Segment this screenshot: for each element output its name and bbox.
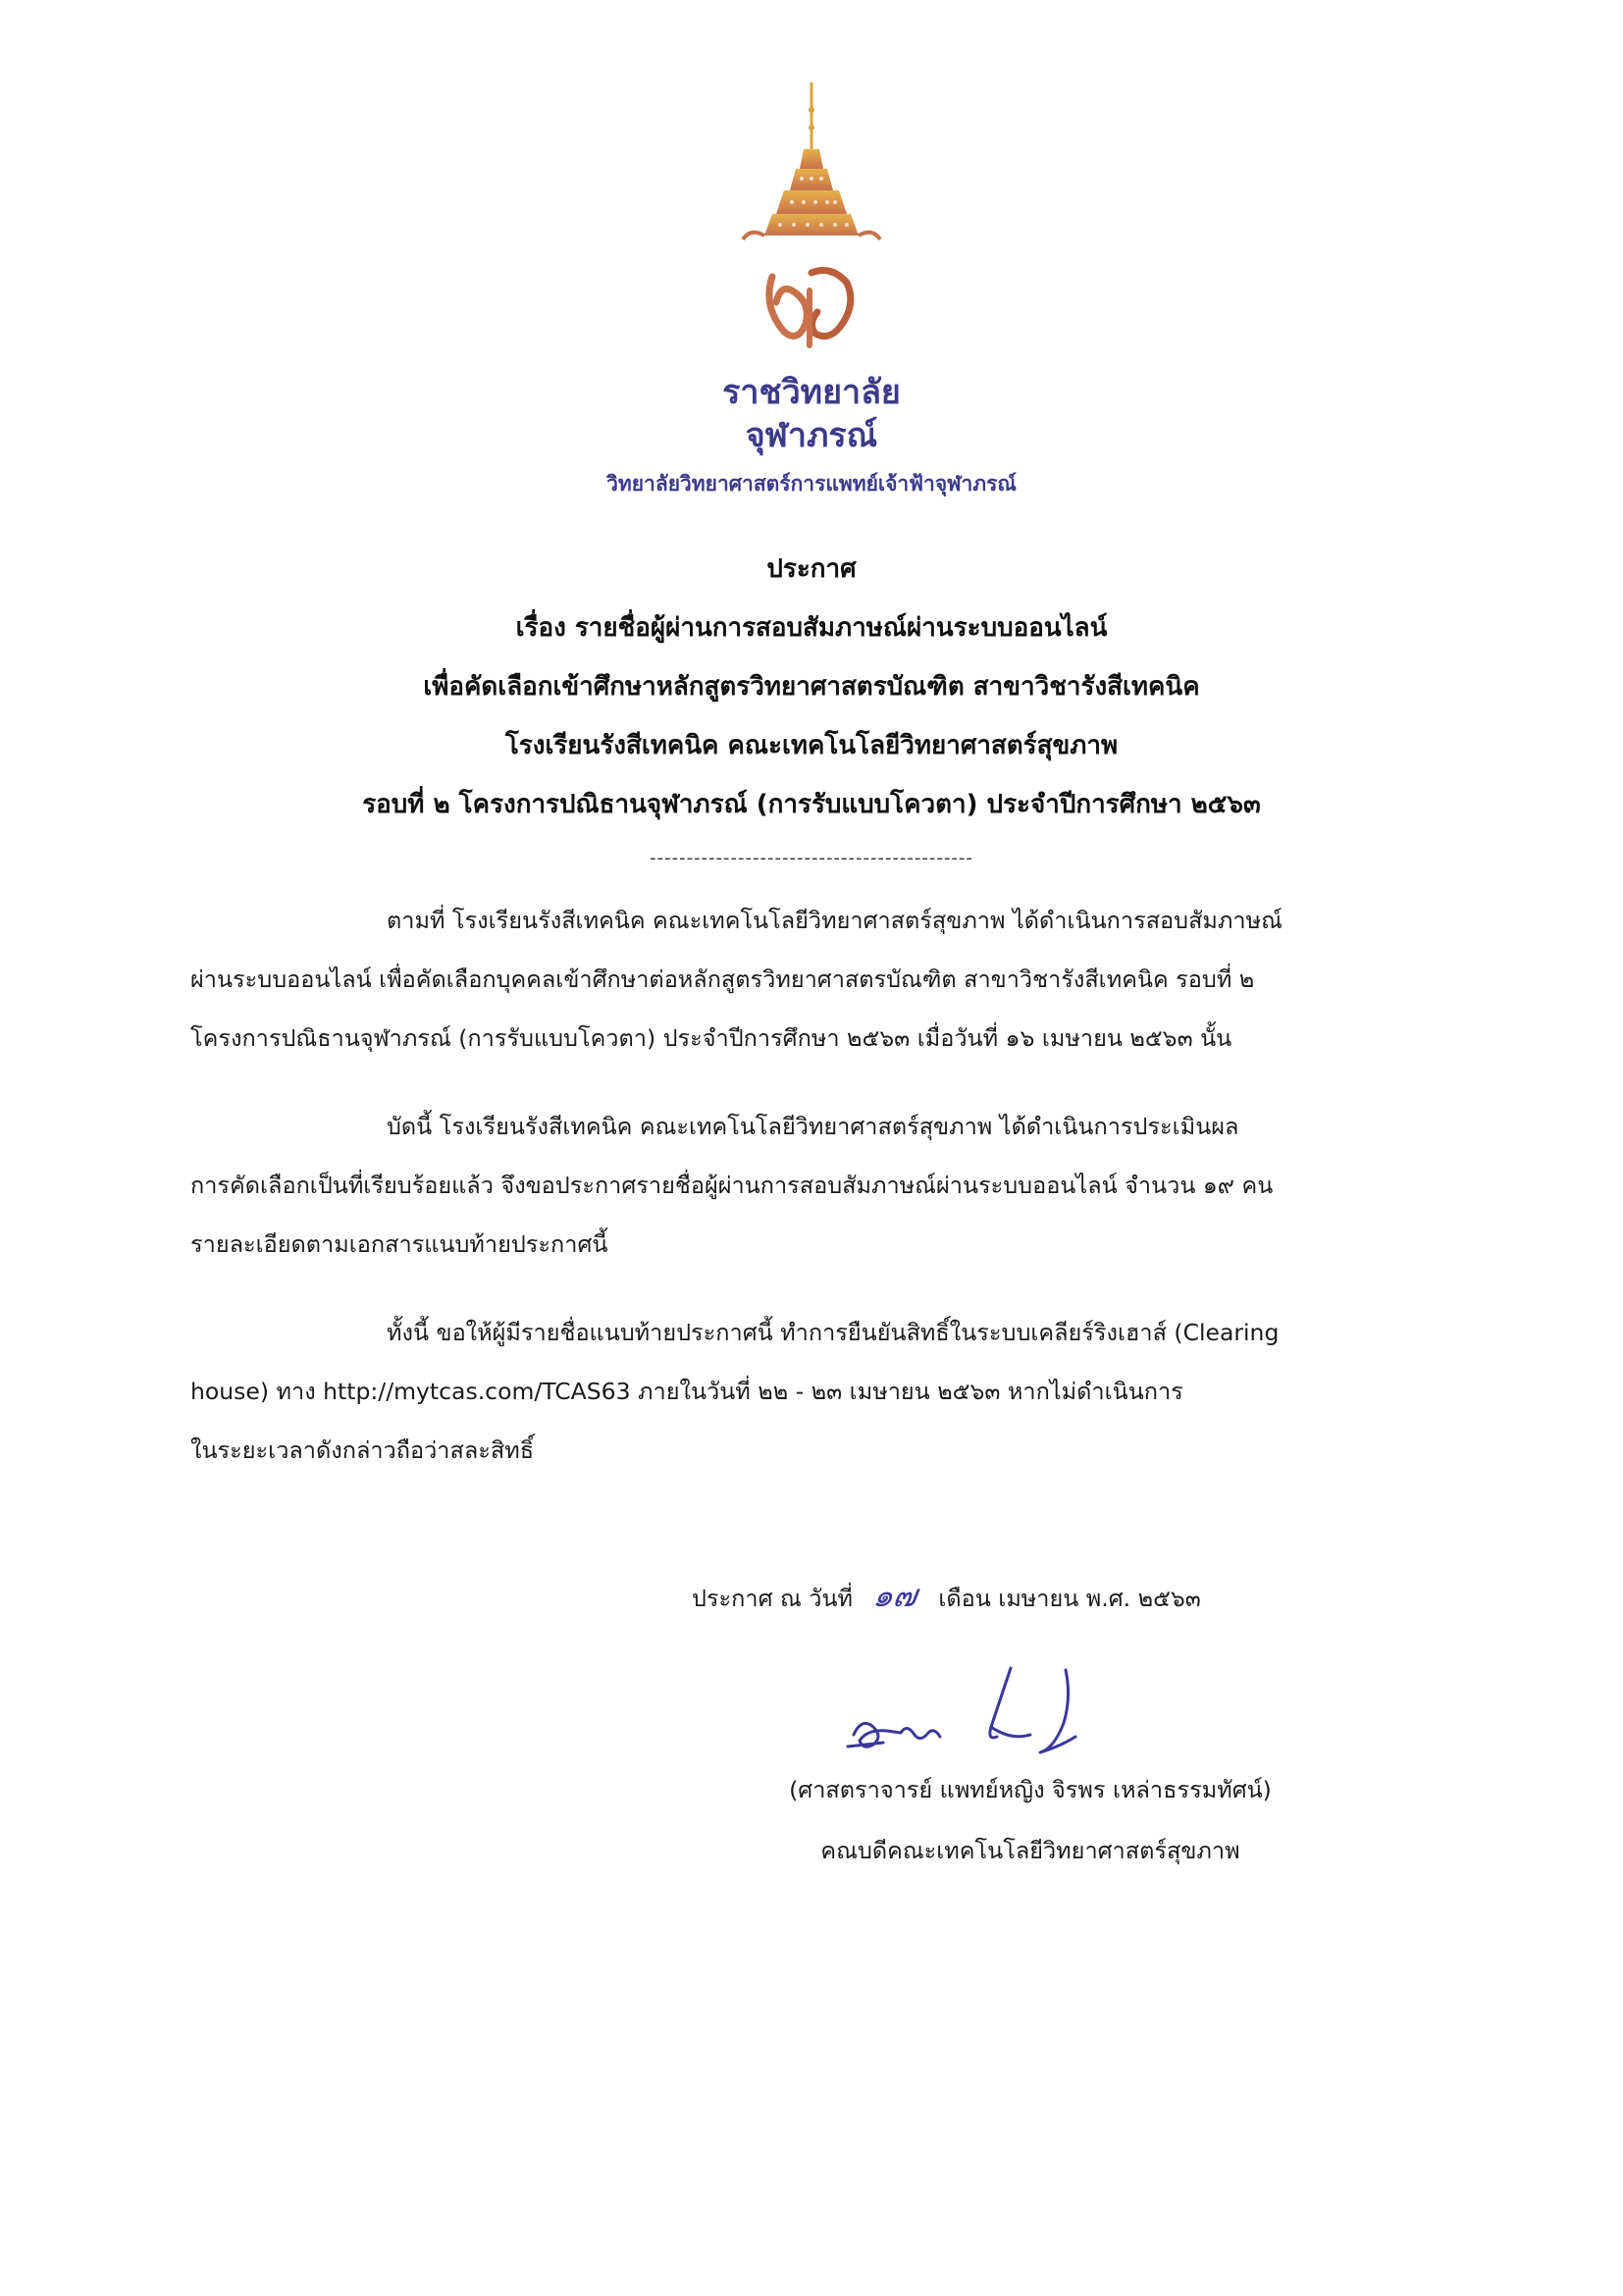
body-paragraph-1 xyxy=(190,891,1432,1068)
paragraph-line: รายละเอียดตามเอกสารแนบท้ายประกาศนี้ xyxy=(190,1230,608,1258)
paragraph-line: บัดนี้ โรงเรียนรังสีเทคนิค คณะเทคโนโลยีวิทยาศาสตร์สุขภาพ ได้ดำเนินการประเมินผล xyxy=(387,1113,1239,1140)
paragraph-line: ทั้งนี้ ขอให้ผู้มีรายชื่อแนบท้ายประกาศนี้ ทำการยืนยันสิทธิ์ในระบบเคลียร์ริงเฮาส์ (Clearing xyxy=(387,1319,1280,1346)
announcement-title-line2: เพื่อคัดเลือกเข้าศึกษาหลักสูตรวิทยาศาสตรบัณฑิต สาขาวิชารังสีเทคนิค xyxy=(423,672,1200,702)
handwritten-day: ๑๗ xyxy=(870,1577,920,1614)
paragraph-line: house) ทาง http://mytcas.com/TCAS63 ภายในวันที่ ๒๒ - ๒๓ เมษายน ๒๕๖๓ หากไม่ดำเนินการ xyxy=(190,1378,1183,1405)
signer-title: คณบดีคณะเทคโนโลยีวิทยาศาสตร์สุขภาพ xyxy=(820,1837,1240,1864)
date-month-year: เดือน เมษายน พ.ศ. ๒๕๖๓ xyxy=(938,1585,1201,1612)
paragraph-line: ผ่านระบบออนไลน์ เพื่อคัดเลือกบุคคลเข้าศึกษาต่อหลักสูตรวิทยาศาสตรบัณฑิต สาขาวิชารังสีเทคนิค รอบที่ ๒ xyxy=(190,965,1255,993)
institution-name-line2: จุฬาภรณ์ xyxy=(745,416,878,455)
handwritten-signature xyxy=(844,1658,1158,1766)
signer-name: (ศาสตราจารย์ แพทย์หญิง จิรพร เหล่าธรรมทัศน์) xyxy=(789,1776,1272,1803)
announcement-date xyxy=(692,1576,1201,1618)
paragraph-line: การคัดเลือกเป็นที่เรียบร้อยแล้ว จึงขอประกาศรายชื่อผู้ผ่านการสอบสัมภาษณ์ผ่านระบบออนไลน์ จำนวน ๑๙ คน xyxy=(190,1172,1274,1199)
announcement-subject: เรื่อง รายชื่อผู้ผ่านการสอบสัมภาษณ์ผ่านระบบออนไลน์ xyxy=(515,613,1108,643)
date-prefix: ประกาศ ณ วันที่ xyxy=(692,1585,853,1612)
paragraph-line: ตามที่ โรงเรียนรังสีเทคนิค คณะเทคโนโลยีวิทยาศาสตร์สุขภาพ ได้ดำเนินการสอบสัมภาษณ์ xyxy=(387,907,1283,934)
paragraph-line: ในระยะเวลาดังกล่าวถือว่าสละสิทธิ์ xyxy=(190,1436,535,1464)
title-divider: -------------------------------------------- xyxy=(650,848,973,868)
royal-college-logo xyxy=(733,80,890,365)
body-paragraph-3 xyxy=(190,1303,1432,1480)
institution-name-line1: ราชวิทยาลัย xyxy=(722,373,901,412)
announcement-title-line3: โรงเรียนรังสีเทคนิค คณะเทคโนโลยีวิทยาศาสตร์สุขภาพ xyxy=(504,731,1119,760)
paragraph-line: โครงการปณิธานจุฬาภรณ์ (การรับแบบโควตา) ประจำปีการศึกษา ๒๕๖๓ เมื่อวันที่ ๑๖ เมษายน ๒๕๖๓ นั้น xyxy=(190,1024,1232,1052)
announcement-label: ประกาศ xyxy=(766,554,857,584)
institution-subtitle: วิทยาลัยวิทยาศาสตร์การแพทย์เจ้าฟ้าจุฬาภรณ์ xyxy=(606,472,1017,496)
announcement-title-line4: รอบที่ ๒ โครงการปณิธานจุฬาภรณ์ (การรับแบบโควตา) ประจำปีการศึกษา ๒๕๖๓ xyxy=(362,790,1261,819)
body-paragraph-2 xyxy=(190,1097,1432,1274)
